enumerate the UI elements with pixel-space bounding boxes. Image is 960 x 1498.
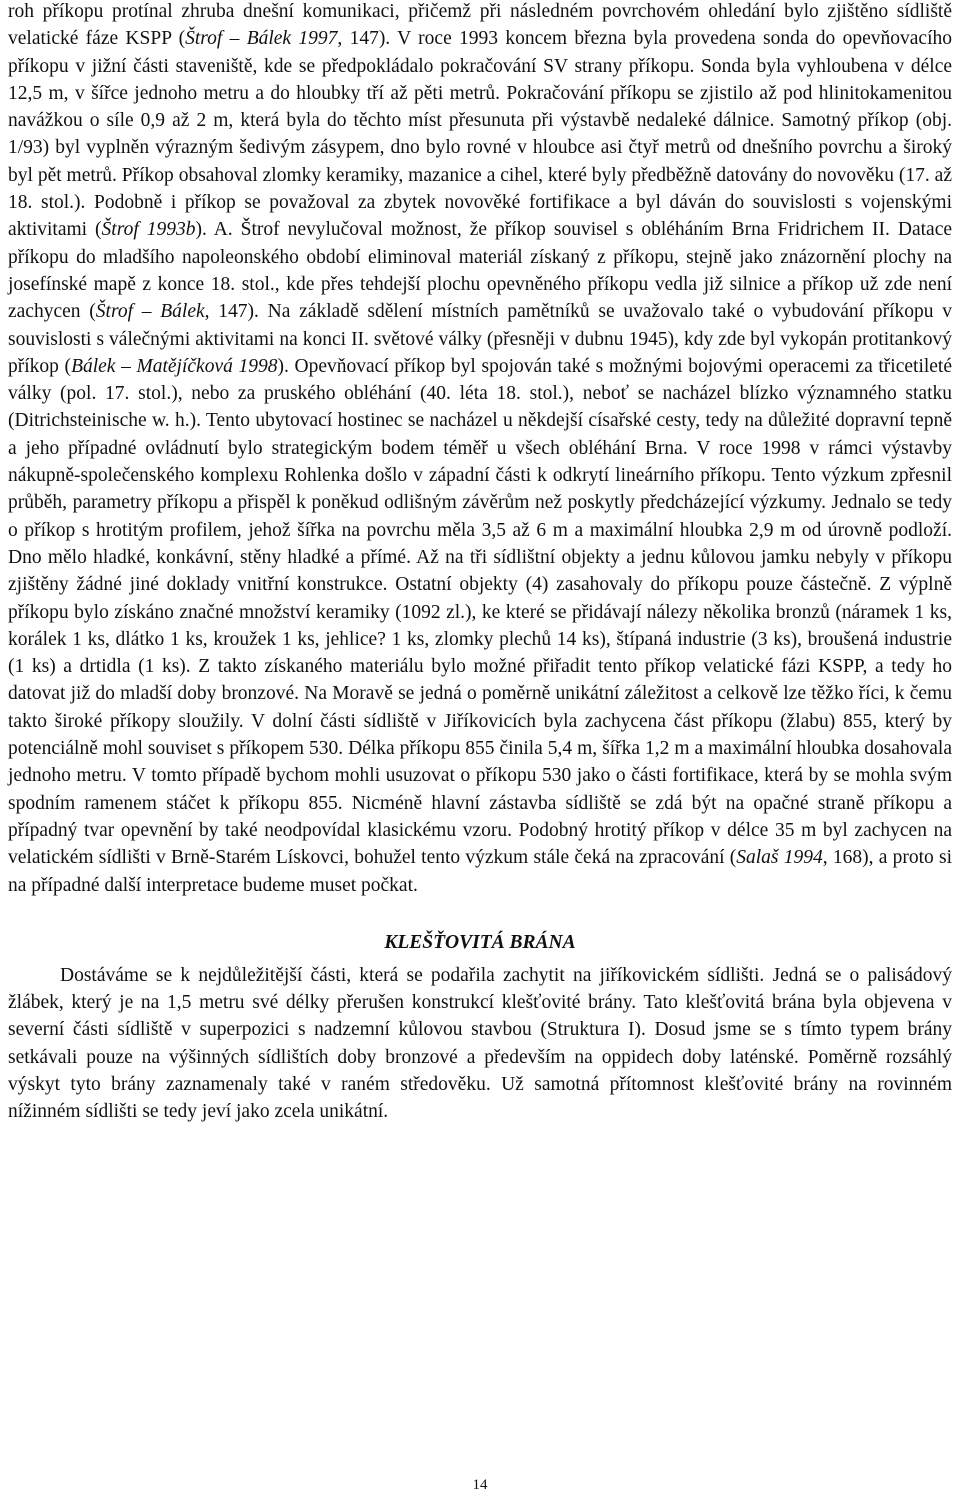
text-segment: ). A. Štrof nevylučoval možnost, že příkop souvisel s obléháním Brna Fridrichem II. Datace příkopu do mladšího napoleonského období eliminoval materiál získaný z příkopu, stejně jako znázornění plochy na josefínské mapě z konce 18. stol., kde přes tehdejší plochu opevněného příkopu vedla již silnice a příkop už zde není zachycen ( [8,219,953,323]
citation-segment: Štrof 1993b [101,219,196,241]
citation-segment: Štrof – Bálek [95,301,205,323]
text-segment: , 147). Na základě sdělení místních pamětníků se uvažovalo také o vybudování příkopu v souvislosti s válečnými aktivitami na konci II. světové války (přesněji v dubnu 1945), kdy zde byl vykopán protitankový příkop ( [8,301,952,377]
page-number: 14 [472,1477,488,1493]
citation-segment: Bálek – Matějíčková 1998 [71,355,278,377]
text-segment: roh příkopu protínal zhruba dnešní komunikaci, přičemž při následném povrchovém ohledání bylo zjištěno sídliště velatické fáze KSPP ( [8,1,952,50]
text-segment: , 147). V roce 1993 koncem března byla provedena sonda do opevňovacího příkopu v jižní části staveniště, kde se předpokládalo pokračování SV strany příkopu. Sonda byla vyhloubena v délce 12,5 m, v šířce jednoho metru a do hloubky tří až pěti metrů. Pokračování příkopu se zjistilo až pod hlinitokamenitou navážkou o síle 0,9 až 2 m, která byla do těchto míst přesunuta při výstavbě nedaleké dálnice. Samotný příkop (obj. 1/93) byl vyplněn výrazným šedivým zásypem, dno bylo rovné v hloubce asi čtyř metrů od dnešního povrchu a široký byl pět metrů. Příkop obsahoval zlomky keramiky, mazanice a cihel, které byly předběžně datovány do novověku (17. až 18. stol.). Podobně i příkop se považoval za zbytek novověké fortifikace a byl dáván do souvislosti s vojenskými aktivitami ( [8,28,952,241]
section-heading: KLEŠŤOVITÁ BRÁNA [384,931,576,953]
text-segment: , 168), a proto si na případné další interpretace budeme muset počkat. [8,847,952,896]
citation-segment: Salaš 1994 [736,847,823,869]
body-paragraph-rampart-ditch [8,0,952,899]
citation-segment: Štrof – Bálek 1997 [185,28,338,50]
document-page [8,0,952,1126]
body-paragraph-pincer-gate: Dostáváme se k nejdůležitější části, která se podařila zachytit na jiříkovickém sídlišti. Jedná se o palisádový žlábek, který je na 1,5 metru své délky přerušen konstrukcí klešťovité brány. Tato klešťovitá brána byla objevena v severní části sídliště v superpozici s nadzemní kůlovou stavbou (Struktura I). Dosud jsme se s tímto typem brány setkávali pouze na výšinných sídlištích doby bronzové a především na oppidech doby laténské. Poměrně rozsáhlý výskyt tyto brány zaznamenaly také v raném středověku. Už samotná přítomnost klešťovité brány na rovinném nížinném sídlišti se tedy jeví jako zcela unikátní. [8,964,952,1123]
text-segment: ). Opevňovací příkop byl spojován také s možnými bojovými operacemi za třicetileté války (pol. 17. stol.), nebo za pruského obléhání (40. léta 18. stol.), neboť se nacházel blízko významného statku (Ditrichsteinische w. h.). Tento ubytovací hostinec se nacházel u někdejší císařské cesty, tedy na důležité dopravní tepně a jeho případné ovládnutí bylo strategickým bodem téměř u všech obléhání Brna. V roce 1998 v rámci výstavby nákupně-společenského komplexu Rohlenka došlo v západní části k odkrytí lineárního příkopu. Tento výzkum zpřesnil průběh, parametry příkopu a přispěl k poněkud odlišným závěrům než poskytly předcházející výzkumy. Jednalo se tedy o příkop s hrotitým profilem, jehož šířka na povrchu měla 3,5 až 6 m a maximální hloubka 2,9 m od úrovně podloží. Dno mělo hladké, konkávní, stěny hladké a přímé. Až na tři sídlištní objekty a jednu kůlovou jamku nebyly v příkopu zjištěny žádné jiné doklady vnitřní konstrukce. Ostatní objekty (4) zasahovaly do příkopu pouze částečně. Z výplně příkopu bylo získáno značné množství keramiky (1092 zl.), ke které se přidávají nálezy několika bronzů (náramek 1 ks, korálek 1 ks, dlátko 1 ks, kroužek 1 ks, jehlice? 1 ks, zlomky plechů 14 ks), štípaná industrie (3 ks), broušená industrie (1 ks) a drtidla (1 ks). Z takto získaného materiálu bylo možné přiřadit tento příkop velatické fázi KSPP, a tedy ho datovat již do mladší doby bronzové. Na Moravě se jedná o poměrně unikátní záležitost a celkově lze těžko říci, k čemu takto široké příkopy sloužily. V dolní části sídliště v Jiříkovicích byla zachycena část příkopu (žlabu) 855, který by potenciálně mohl souviset s příkopem 530. Délka příkopu 855 činila 5,4 m, šířka 1,2 m a maximální hloubka dosahovala jednoho metru. V tomto případě bychom mohli usuzovat o příkopu 530 jako o části fortifikace, která by se mohla svým spodním ramenem stáčet k příkopu 855. Nicméně hlavní zástavba sídliště se zdá být na opačné straně příkopu a případný tvar opevnění by také neodpovídal klasickému vzoru. Podobný hrotitý příkop v délce 35 m byl zachycen na velatickém sídlišti v Brně-Starém Lískovci, bohužel tento výzkum stále čeká na zpracování ( [8,355,953,869]
